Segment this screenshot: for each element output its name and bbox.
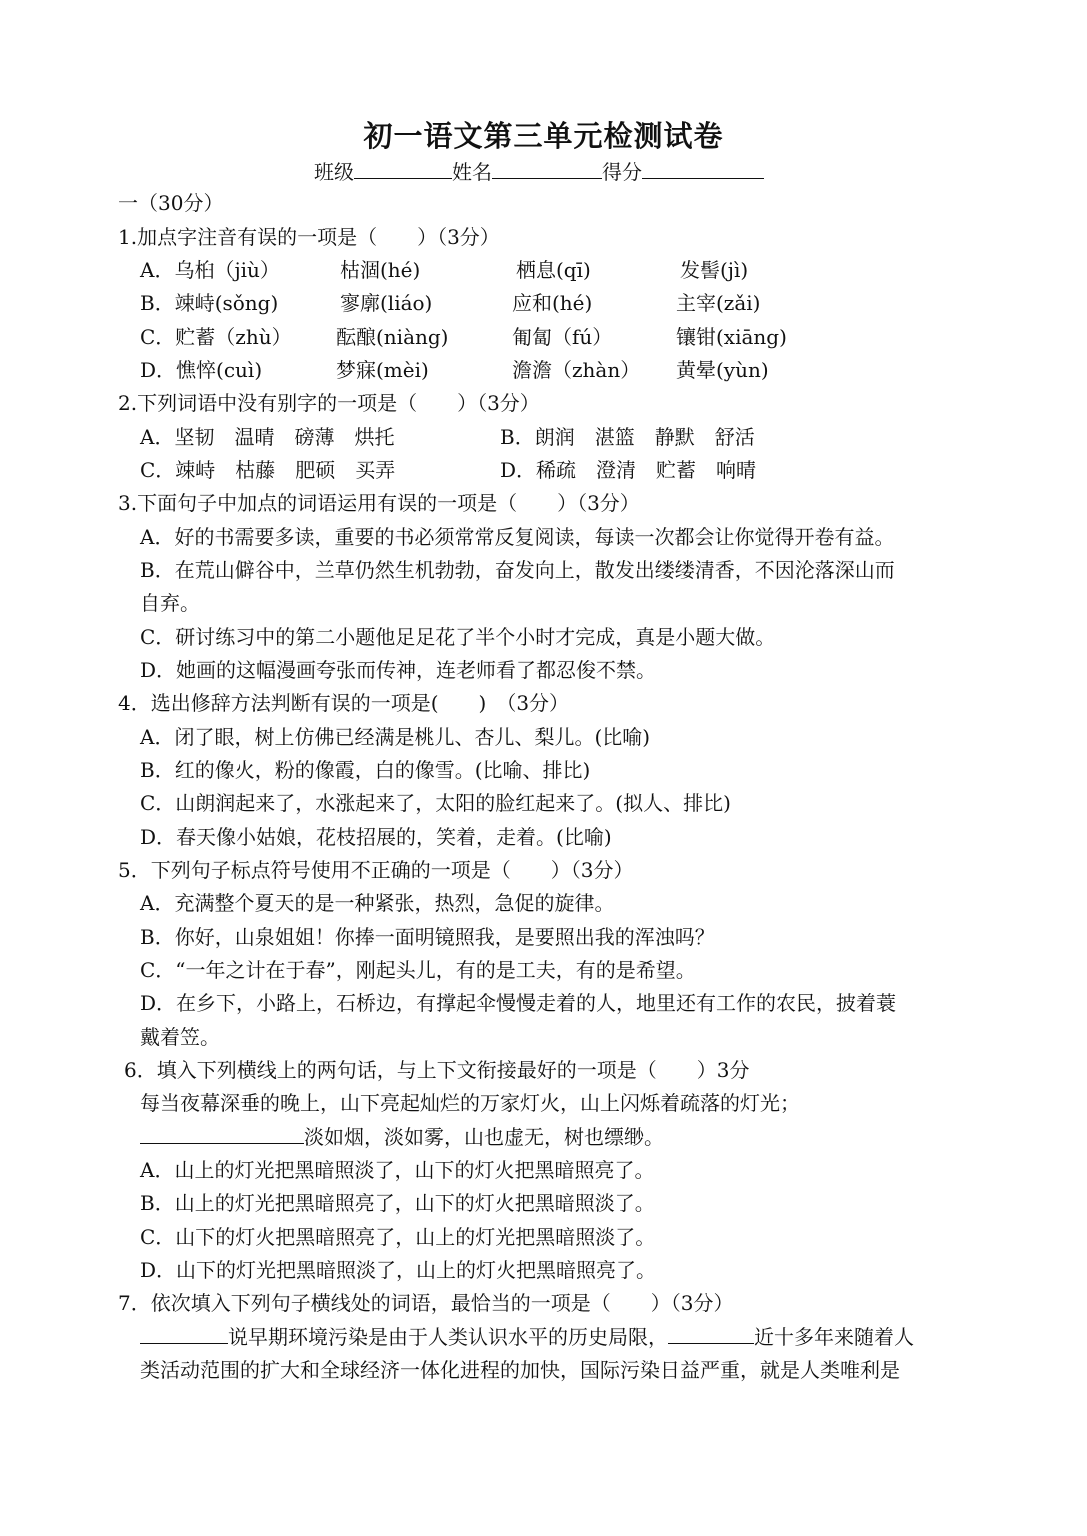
- q3-option-a: A．好的书需要多读，重要的书必须常常反复阅读，每读一次都会让你觉得开卷有益。: [140, 525, 895, 549]
- q4-option-c: C．山朗润起来了，水涨起来了，太阳的脸红起来了。(拟人、排比): [140, 791, 731, 815]
- q7-passage-part-2: 近十多年来随着人: [754, 1325, 914, 1349]
- q1-a-4: 发髻(jì): [680, 258, 749, 282]
- question-6-stem: 6．填入下列横线上的两句话，与上下文衔接最好的一项是（ ）3分: [124, 1058, 750, 1082]
- q6-option-a: A．山上的灯光把黑暗照淡了，山下的灯火把黑暗照亮了。: [140, 1158, 655, 1182]
- q6-passage: 每当夜幕深垂的晚上，山下亮起灿烂的万家灯火，山上闪烁着疏落的灯光；: [140, 1091, 800, 1115]
- q3-option-c: C．研讨练习中的第二小题他足足花了半个小时才完成，真是小题大做。: [140, 625, 776, 649]
- q6-passage-cont: [140, 1124, 664, 1150]
- q3-option-d: D．她画的这幅漫画夸张而传神，连老师看了都忍俊不禁。: [140, 658, 657, 682]
- q2-option-a: A．坚韧 温晴 磅薄 烘托: [140, 425, 395, 449]
- name-blank[interactable]: [492, 158, 602, 179]
- q7-passage-part-1: 说早期环境污染是由于人类认识水平的历史局限，: [228, 1325, 668, 1349]
- q5-option-a: A．充满整个夏天的是一种紧张，热烈，急促的旋律。: [140, 891, 615, 915]
- score-blank[interactable]: [642, 158, 764, 179]
- q1-b-3: 应和(hé): [512, 291, 593, 315]
- q4-option-d: D．春天像小姑娘，花枝招展的，笑着，走着。(比喻): [140, 825, 612, 849]
- q1-b-4: 主宰(zǎi): [676, 291, 761, 315]
- score-label: 得分: [602, 160, 642, 184]
- q3-option-b-cont: 自弃。: [140, 591, 200, 615]
- q1-b-2: 寥廓(liáo): [340, 291, 433, 315]
- q7-blank-1[interactable]: [140, 1325, 228, 1344]
- q6-option-c: C．山下的灯火把黑暗照亮了，山上的灯光把黑暗照淡了。: [140, 1225, 656, 1249]
- q2-option-d: D．稀疏 澄清 贮蓄 响晴: [500, 458, 757, 482]
- q1-c-3: 匍匐（fú）: [512, 325, 613, 349]
- q1-a-3: 栖息(qī): [516, 258, 591, 282]
- question-4-stem: 4．选出修辞方法判断有误的一项是( ) （3分）: [118, 691, 570, 715]
- q7-passage-cont: 类活动范围的扩大和全球经济一体化进程的加快，国际污染日益严重，就是人类唯利是: [140, 1358, 900, 1382]
- q1-c-1: C．贮蓄（zhù）: [140, 325, 292, 349]
- name-label: 姓名: [452, 160, 492, 184]
- q5-option-b: B．你好，山泉姐姐！你捧一面明镜照我，是要照出我的浑浊吗？: [140, 925, 715, 949]
- exam-title: 初一语文第三单元检测试卷: [363, 119, 724, 153]
- section-heading: 一（30分）: [118, 191, 224, 215]
- question-1-stem: 1.加点字注音有误的一项是（ ）（3分）: [118, 225, 500, 249]
- q6-fill-blank[interactable]: [140, 1125, 304, 1144]
- student-info: [314, 156, 764, 185]
- q6-option-b: B．山上的灯光把黑暗照亮了，山下的灯火把黑暗照淡了。: [140, 1191, 655, 1215]
- q1-d-1: D．憔悴(cuì): [140, 358, 263, 382]
- q7-passage: [140, 1324, 914, 1350]
- q1-a-1: A．乌桕（jiù）: [140, 258, 280, 282]
- q1-a-2: 枯涸(hé): [340, 258, 421, 282]
- q6-option-d: D．山下的灯光把黑暗照淡了，山上的灯火把黑暗照亮了。: [140, 1258, 657, 1282]
- class-blank[interactable]: [354, 158, 452, 179]
- q7-blank-2[interactable]: [668, 1325, 754, 1344]
- question-2-stem: 2.下列词语中没有别字的一项是（ ）（3分）: [118, 391, 540, 415]
- q5-option-c: C．“一年之计在于春”，刚起头儿，有的是工夫，有的是希望。: [140, 958, 696, 982]
- q1-b-1: B．竦峙(sǒng): [140, 291, 279, 315]
- q4-option-b: B．红的像火，粉的像霞，白的像雪。(比喻、排比): [140, 758, 591, 782]
- q2-option-b: B．朗润 湛篮 静默 舒活: [500, 425, 755, 449]
- question-5-stem: 5．下列句子标点符号使用不正确的一项是（ ）（3分）: [118, 858, 634, 882]
- q4-option-a: A．闭了眼，树上仿佛已经满是桃儿、杏儿、梨儿。(比喻): [140, 725, 651, 749]
- q1-c-4: 镶钳(xiāng): [676, 325, 787, 349]
- q6-passage-text: 淡如烟，淡如雾，山也虚无，树也缥缈。: [304, 1125, 664, 1149]
- q5-option-d: D．在乡下，小路上，石桥边，有撑起伞慢慢走着的人，地里还有工作的农民，披着蓑: [140, 991, 897, 1015]
- q1-d-3: 澹澹（zhàn）: [512, 358, 641, 382]
- question-7-stem: 7．依次填入下列句子横线处的词语，最恰当的一项是（ ）（3分）: [118, 1291, 734, 1315]
- class-label: 班级: [314, 160, 354, 184]
- q1-d-4: 黄晕(yùn): [676, 358, 769, 382]
- q1-c-2: 酝酿(niàng): [336, 325, 449, 349]
- q3-option-b: B．在荒山僻谷中，兰草仍然生机勃勃，奋发向上，散发出缕缕清香，不因沦落深山而: [140, 558, 895, 582]
- q2-option-c: C．竦峙 枯藤 肥硕 买弄: [140, 458, 396, 482]
- q1-d-2: 梦寐(mèi): [336, 358, 429, 382]
- q5-option-d-cont: 戴着笠。: [140, 1025, 220, 1049]
- question-3-stem: 3.下面句子中加点的词语运用有误的一项是（ ）（3分）: [118, 491, 640, 515]
